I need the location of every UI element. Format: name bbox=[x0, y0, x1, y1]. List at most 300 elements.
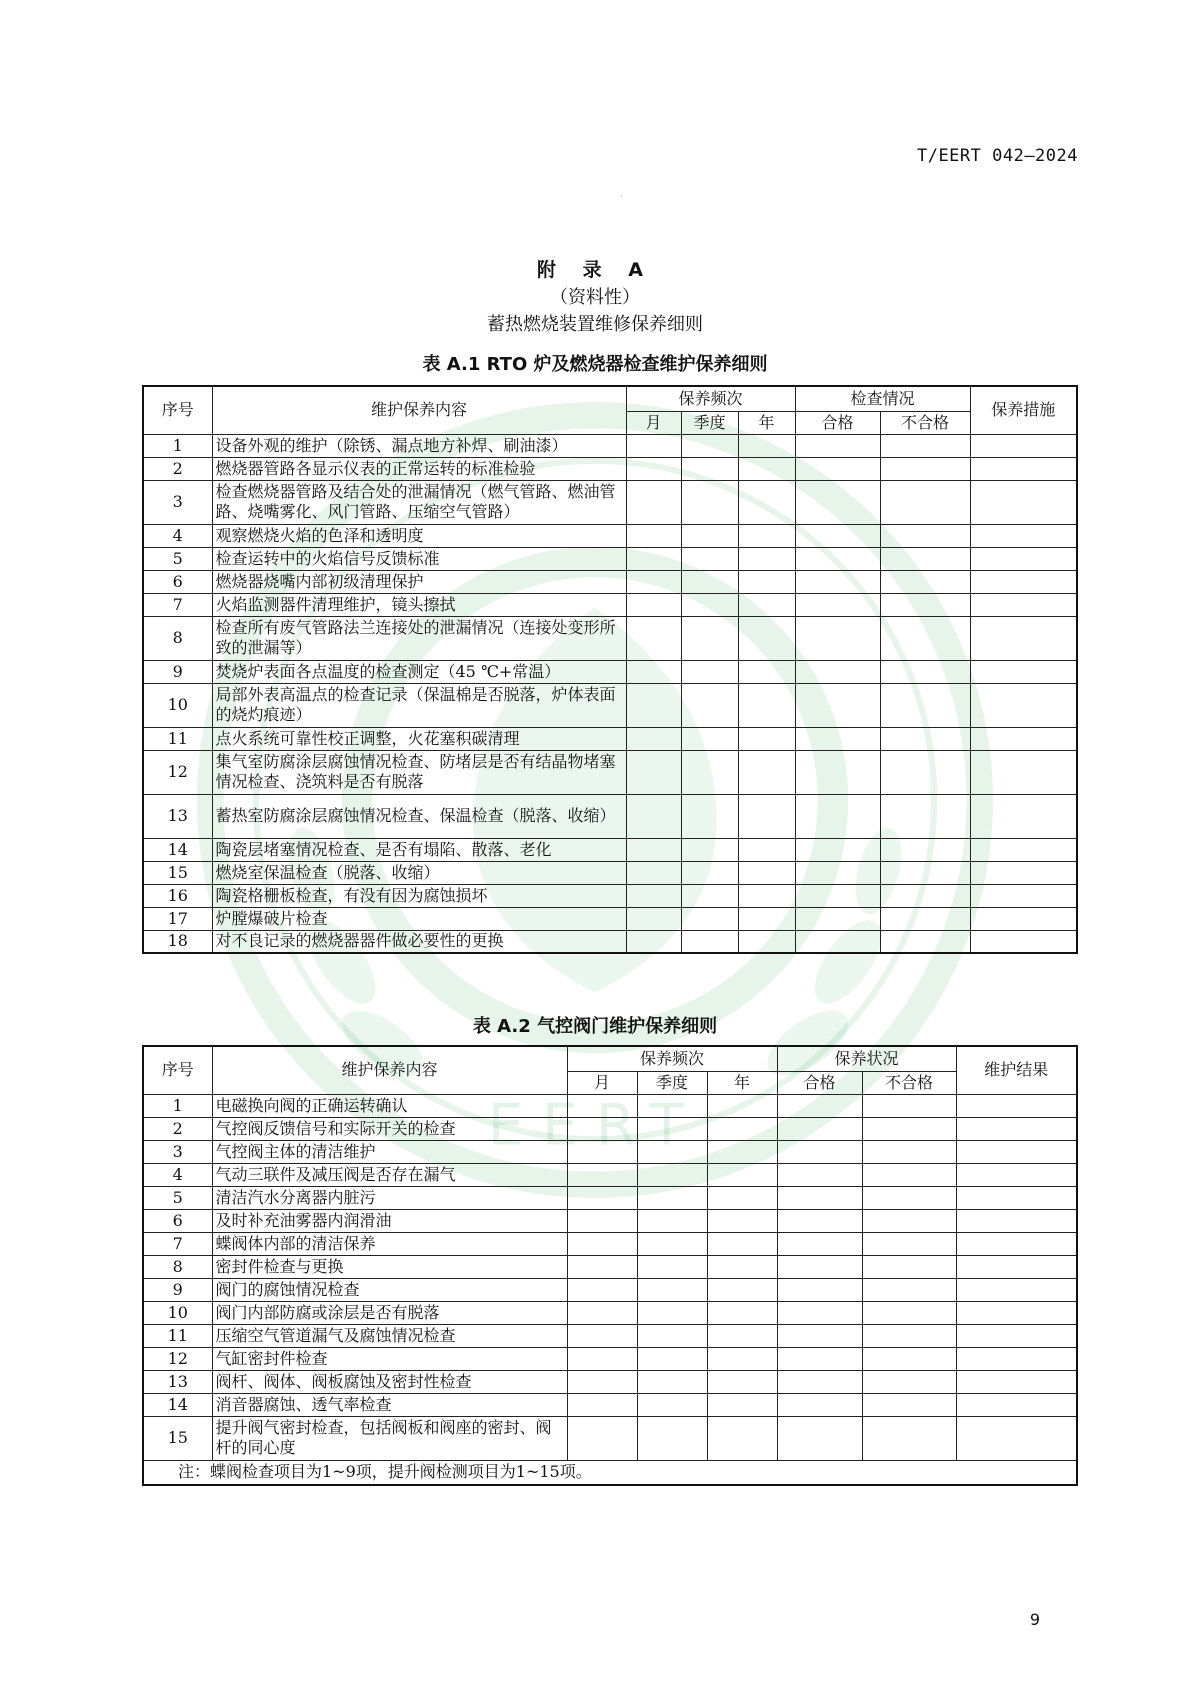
empty-cell bbox=[681, 616, 738, 660]
empty-cell bbox=[738, 524, 795, 547]
table-row bbox=[143, 1255, 1077, 1278]
empty-cell bbox=[637, 1117, 707, 1140]
empty-cell bbox=[637, 1186, 707, 1209]
row-seq: 12 bbox=[143, 750, 212, 794]
empty-cell bbox=[707, 1117, 777, 1140]
row-content: 炉膛爆破片检查 bbox=[212, 907, 626, 930]
table-row bbox=[143, 838, 1077, 861]
empty-cell bbox=[795, 794, 880, 838]
empty-cell bbox=[738, 907, 795, 930]
empty-cell bbox=[681, 683, 738, 727]
col-frequency: 保养频次 bbox=[567, 1046, 777, 1071]
empty-cell bbox=[880, 794, 970, 838]
empty-cell bbox=[795, 480, 880, 524]
table-row bbox=[143, 1416, 1077, 1460]
empty-cell bbox=[567, 1370, 637, 1393]
empty-cell bbox=[637, 1324, 707, 1347]
empty-cell bbox=[637, 1255, 707, 1278]
row-content: 燃烧器烧嘴内部初级清理保护 bbox=[212, 570, 626, 593]
empty-cell bbox=[681, 434, 738, 457]
empty-cell bbox=[637, 1163, 707, 1186]
empty-cell bbox=[707, 1255, 777, 1278]
row-seq: 5 bbox=[143, 547, 212, 570]
empty-cell bbox=[738, 930, 795, 953]
empty-cell bbox=[795, 570, 880, 593]
row-seq: 1 bbox=[143, 1094, 212, 1117]
empty-cell bbox=[681, 660, 738, 683]
row-content: 消音器腐蚀、透气率检查 bbox=[212, 1393, 567, 1416]
empty-cell bbox=[970, 727, 1077, 750]
empty-cell bbox=[626, 480, 681, 524]
table-row bbox=[143, 547, 1077, 570]
empty-cell bbox=[567, 1163, 637, 1186]
empty-cell bbox=[777, 1163, 862, 1186]
empty-cell bbox=[880, 434, 970, 457]
row-seq: 10 bbox=[143, 683, 212, 727]
row-content: 阀门的腐蚀情况检查 bbox=[212, 1278, 567, 1301]
empty-cell bbox=[637, 1347, 707, 1370]
row-seq: 11 bbox=[143, 727, 212, 750]
empty-cell bbox=[681, 838, 738, 861]
empty-cell bbox=[637, 1209, 707, 1232]
row-content: 电磁换向阀的正确运转确认 bbox=[212, 1094, 567, 1117]
empty-cell bbox=[707, 1324, 777, 1347]
empty-cell bbox=[681, 861, 738, 884]
empty-cell bbox=[956, 1094, 1077, 1117]
empty-cell bbox=[707, 1140, 777, 1163]
row-content: 燃烧器管路各显示仪表的正常运转的标准检验 bbox=[212, 457, 626, 480]
appendix-title: 附 录 A bbox=[537, 259, 653, 281]
row-seq: 6 bbox=[143, 1209, 212, 1232]
watermark-text: EERT bbox=[487, 1092, 703, 1159]
row-content: 陶瓷格栅板检查，有没有因为腐蚀损坏 bbox=[212, 884, 626, 907]
empty-cell bbox=[777, 1094, 862, 1117]
row-content: 阀杆、阀体、阀板腐蚀及密封性检查 bbox=[212, 1370, 567, 1393]
empty-cell bbox=[707, 1163, 777, 1186]
row-content: 燃烧室保温检查（脱落、收缩） bbox=[212, 861, 626, 884]
table-row bbox=[143, 434, 1077, 457]
empty-cell bbox=[637, 1094, 707, 1117]
col-month: 月 bbox=[626, 411, 681, 434]
empty-cell bbox=[880, 570, 970, 593]
col-seq: 序号 bbox=[143, 1046, 212, 1094]
empty-cell bbox=[681, 480, 738, 524]
row-content: 气控阀反馈信号和实际开关的检查 bbox=[212, 1117, 567, 1140]
empty-cell bbox=[795, 838, 880, 861]
empty-cell bbox=[970, 457, 1077, 480]
empty-cell bbox=[862, 1324, 956, 1347]
col-pass: 合格 bbox=[777, 1071, 862, 1094]
table-row bbox=[143, 930, 1077, 953]
empty-cell bbox=[777, 1301, 862, 1324]
col-content: 维护保养内容 bbox=[212, 1046, 567, 1094]
empty-cell bbox=[862, 1347, 956, 1370]
empty-cell bbox=[862, 1209, 956, 1232]
col-pass: 合格 bbox=[795, 411, 880, 434]
empty-cell bbox=[970, 547, 1077, 570]
empty-cell bbox=[567, 1416, 637, 1460]
empty-cell bbox=[956, 1140, 1077, 1163]
row-seq: 3 bbox=[143, 1140, 212, 1163]
empty-cell bbox=[862, 1186, 956, 1209]
row-seq: 11 bbox=[143, 1324, 212, 1347]
empty-cell bbox=[637, 1232, 707, 1255]
empty-cell bbox=[567, 1278, 637, 1301]
empty-cell bbox=[956, 1209, 1077, 1232]
empty-cell bbox=[956, 1278, 1077, 1301]
empty-cell bbox=[707, 1301, 777, 1324]
empty-cell bbox=[626, 570, 681, 593]
empty-cell bbox=[681, 930, 738, 953]
empty-cell bbox=[956, 1163, 1077, 1186]
row-seq: 9 bbox=[143, 1278, 212, 1301]
row-seq: 17 bbox=[143, 907, 212, 930]
row-content: 检查运转中的火焰信号反馈标准 bbox=[212, 547, 626, 570]
row-seq: 3 bbox=[143, 480, 212, 524]
row-content: 局部外表高温点的检查记录（保温棉是否脱落，炉体表面的烧灼痕迹） bbox=[212, 683, 626, 727]
col-month: 月 bbox=[567, 1071, 637, 1094]
appendix-name: 蓄热燃烧装置维修保养细则 bbox=[487, 314, 703, 335]
empty-cell bbox=[707, 1186, 777, 1209]
empty-cell bbox=[880, 457, 970, 480]
empty-cell bbox=[956, 1393, 1077, 1416]
empty-cell bbox=[626, 593, 681, 616]
empty-cell bbox=[681, 457, 738, 480]
row-content: 压缩空气管道漏气及腐蚀情况检查 bbox=[212, 1324, 567, 1347]
empty-cell bbox=[970, 616, 1077, 660]
empty-cell bbox=[637, 1370, 707, 1393]
appendix-nature: （资料性） bbox=[550, 287, 640, 308]
empty-cell bbox=[626, 861, 681, 884]
empty-cell bbox=[681, 570, 738, 593]
empty-cell bbox=[681, 794, 738, 838]
table-row bbox=[143, 1140, 1077, 1163]
empty-cell bbox=[681, 884, 738, 907]
col-status: 保养状况 bbox=[777, 1046, 956, 1071]
empty-cell bbox=[707, 1393, 777, 1416]
empty-cell bbox=[970, 884, 1077, 907]
empty-cell bbox=[777, 1278, 862, 1301]
row-seq: 15 bbox=[143, 861, 212, 884]
empty-cell bbox=[956, 1117, 1077, 1140]
empty-cell bbox=[738, 794, 795, 838]
empty-cell bbox=[626, 524, 681, 547]
table-row bbox=[143, 727, 1077, 750]
empty-cell bbox=[626, 794, 681, 838]
table-row bbox=[143, 1117, 1077, 1140]
row-seq: 15 bbox=[143, 1416, 212, 1460]
empty-cell bbox=[681, 593, 738, 616]
row-content: 密封件检查与更换 bbox=[212, 1255, 567, 1278]
empty-cell bbox=[777, 1347, 862, 1370]
table-row bbox=[143, 1393, 1077, 1416]
empty-cell bbox=[862, 1163, 956, 1186]
empty-cell bbox=[738, 547, 795, 570]
row-seq: 9 bbox=[143, 660, 212, 683]
empty-cell bbox=[795, 524, 880, 547]
empty-cell bbox=[777, 1370, 862, 1393]
col-year: 年 bbox=[707, 1071, 777, 1094]
row-seq: 5 bbox=[143, 1186, 212, 1209]
table2-valve-maintenance bbox=[142, 1045, 1078, 1486]
empty-cell bbox=[956, 1416, 1077, 1460]
row-seq: 10 bbox=[143, 1301, 212, 1324]
empty-cell bbox=[795, 457, 880, 480]
row-content: 蝶阀体内部的清洁保养 bbox=[212, 1232, 567, 1255]
empty-cell bbox=[738, 683, 795, 727]
empty-cell bbox=[626, 434, 681, 457]
table-row bbox=[143, 750, 1077, 794]
empty-cell bbox=[738, 750, 795, 794]
empty-cell bbox=[795, 660, 880, 683]
empty-cell bbox=[956, 1347, 1077, 1370]
row-seq: 8 bbox=[143, 616, 212, 660]
empty-cell bbox=[637, 1301, 707, 1324]
row-content: 及时补充油雾器内润滑油 bbox=[212, 1209, 567, 1232]
empty-cell bbox=[862, 1140, 956, 1163]
empty-cell bbox=[795, 884, 880, 907]
empty-cell bbox=[738, 457, 795, 480]
empty-cell bbox=[880, 683, 970, 727]
empty-cell bbox=[880, 750, 970, 794]
empty-cell bbox=[738, 434, 795, 457]
empty-cell bbox=[681, 727, 738, 750]
empty-cell bbox=[795, 727, 880, 750]
empty-cell bbox=[567, 1186, 637, 1209]
empty-cell bbox=[777, 1209, 862, 1232]
empty-cell bbox=[626, 457, 681, 480]
col-quarter: 季度 bbox=[637, 1071, 707, 1094]
empty-cell bbox=[738, 570, 795, 593]
empty-cell bbox=[626, 683, 681, 727]
empty-cell bbox=[970, 570, 1077, 593]
row-content: 提升阀气密封检查，包括阀板和阀座的密封、阀杆的同心度 bbox=[212, 1416, 567, 1460]
empty-cell bbox=[970, 480, 1077, 524]
table-row bbox=[143, 683, 1077, 727]
row-seq: 1 bbox=[143, 434, 212, 457]
empty-cell bbox=[880, 480, 970, 524]
col-content: 维护保养内容 bbox=[212, 386, 626, 434]
empty-cell bbox=[795, 930, 880, 953]
table-row bbox=[143, 660, 1077, 683]
empty-cell bbox=[626, 750, 681, 794]
col-check: 检查情况 bbox=[795, 386, 970, 411]
col-year: 年 bbox=[738, 411, 795, 434]
empty-cell bbox=[970, 683, 1077, 727]
empty-cell bbox=[956, 1232, 1077, 1255]
empty-cell bbox=[681, 907, 738, 930]
row-content: 焚烧炉表面各点温度的检查测定（45 ℃+常温） bbox=[212, 660, 626, 683]
col-frequency: 保养频次 bbox=[626, 386, 795, 411]
empty-cell bbox=[880, 907, 970, 930]
table-row bbox=[143, 1163, 1077, 1186]
empty-cell bbox=[970, 434, 1077, 457]
empty-cell bbox=[738, 838, 795, 861]
row-content: 集气室防腐涂层腐蚀情况检查、防堵层是否有结晶物堵塞情况检查、浇筑料是否有脱落 bbox=[212, 750, 626, 794]
col-seq: 序号 bbox=[143, 386, 212, 434]
empty-cell bbox=[862, 1094, 956, 1117]
empty-cell bbox=[795, 593, 880, 616]
empty-cell bbox=[567, 1209, 637, 1232]
empty-cell bbox=[970, 750, 1077, 794]
row-seq: 8 bbox=[143, 1255, 212, 1278]
empty-cell bbox=[880, 727, 970, 750]
empty-cell bbox=[567, 1140, 637, 1163]
empty-cell bbox=[970, 593, 1077, 616]
empty-cell bbox=[738, 727, 795, 750]
empty-cell bbox=[637, 1140, 707, 1163]
table-row bbox=[143, 1232, 1077, 1255]
empty-cell bbox=[956, 1370, 1077, 1393]
empty-cell bbox=[626, 930, 681, 953]
table-row bbox=[143, 1186, 1077, 1209]
empty-cell bbox=[707, 1094, 777, 1117]
empty-cell bbox=[626, 547, 681, 570]
table1-rto-maintenance bbox=[142, 385, 1078, 954]
empty-cell bbox=[567, 1232, 637, 1255]
table-row bbox=[143, 861, 1077, 884]
empty-cell bbox=[567, 1301, 637, 1324]
row-seq: 13 bbox=[143, 794, 212, 838]
empty-cell bbox=[880, 930, 970, 953]
empty-cell bbox=[626, 660, 681, 683]
row-seq: 18 bbox=[143, 930, 212, 953]
table2-note: 注：蝶阀检查项目为1~9项，提升阀检测项目为1~15项。 bbox=[143, 1460, 1077, 1485]
empty-cell bbox=[626, 884, 681, 907]
empty-cell bbox=[738, 616, 795, 660]
row-content: 气动三联件及减压阀是否存在漏气 bbox=[212, 1163, 567, 1186]
table-row bbox=[143, 1347, 1077, 1370]
empty-cell bbox=[777, 1324, 862, 1347]
empty-cell bbox=[777, 1393, 862, 1416]
table1-caption: 表 A.1 RTO 炉及燃烧器检查维护保养细则 bbox=[422, 354, 768, 375]
empty-cell bbox=[862, 1301, 956, 1324]
row-content: 火焰监测器件清理维护，镜头擦拭 bbox=[212, 593, 626, 616]
row-content: 蓄热室防腐涂层腐蚀情况检查、保温检查（脱落、收缩） bbox=[212, 794, 626, 838]
empty-cell bbox=[777, 1416, 862, 1460]
row-content: 点火系统可靠性校正调整，火花塞积碳清理 bbox=[212, 727, 626, 750]
empty-cell bbox=[567, 1094, 637, 1117]
table-row bbox=[143, 457, 1077, 480]
row-seq: 4 bbox=[143, 1163, 212, 1186]
row-content: 对不良记录的燃烧器器件做必要性的更换 bbox=[212, 930, 626, 953]
row-content: 气缸密封件检查 bbox=[212, 1347, 567, 1370]
scan-speck: · bbox=[620, 192, 624, 203]
empty-cell bbox=[795, 547, 880, 570]
row-content: 观察燃烧火焰的色泽和透明度 bbox=[212, 524, 626, 547]
empty-cell bbox=[707, 1370, 777, 1393]
empty-cell bbox=[795, 750, 880, 794]
table-row bbox=[143, 794, 1077, 838]
empty-cell bbox=[681, 524, 738, 547]
table-row bbox=[143, 907, 1077, 930]
empty-cell bbox=[880, 861, 970, 884]
row-content: 设备外观的维护（除锈、漏点地方补焊、刷油漆） bbox=[212, 434, 626, 457]
row-seq: 4 bbox=[143, 524, 212, 547]
empty-cell bbox=[795, 434, 880, 457]
row-seq: 14 bbox=[143, 838, 212, 861]
empty-cell bbox=[626, 727, 681, 750]
empty-cell bbox=[795, 683, 880, 727]
empty-cell bbox=[862, 1278, 956, 1301]
table-row bbox=[143, 570, 1077, 593]
empty-cell bbox=[738, 861, 795, 884]
empty-cell bbox=[880, 660, 970, 683]
empty-cell bbox=[707, 1278, 777, 1301]
empty-cell bbox=[777, 1232, 862, 1255]
row-seq: 6 bbox=[143, 570, 212, 593]
empty-cell bbox=[956, 1186, 1077, 1209]
empty-cell bbox=[707, 1347, 777, 1370]
row-seq: 13 bbox=[143, 1370, 212, 1393]
empty-cell bbox=[738, 593, 795, 616]
empty-cell bbox=[738, 660, 795, 683]
col-fail: 不合格 bbox=[880, 411, 970, 434]
empty-cell bbox=[777, 1140, 862, 1163]
empty-cell bbox=[707, 1209, 777, 1232]
col-measures: 保养措施 bbox=[970, 386, 1077, 434]
empty-cell bbox=[956, 1324, 1077, 1347]
empty-cell bbox=[795, 907, 880, 930]
table-row bbox=[143, 480, 1077, 524]
empty-cell bbox=[567, 1347, 637, 1370]
empty-cell bbox=[567, 1255, 637, 1278]
table-row bbox=[143, 593, 1077, 616]
empty-cell bbox=[626, 616, 681, 660]
empty-cell bbox=[567, 1117, 637, 1140]
table2-caption: 表 A.2 气控阀门维护保养细则 bbox=[472, 1016, 718, 1037]
empty-cell bbox=[862, 1393, 956, 1416]
table-row bbox=[143, 616, 1077, 660]
row-seq: 16 bbox=[143, 884, 212, 907]
empty-cell bbox=[880, 547, 970, 570]
row-content: 阀门内部防腐或涂层是否有脱落 bbox=[212, 1301, 567, 1324]
empty-cell bbox=[956, 1255, 1077, 1278]
table-row bbox=[143, 1370, 1077, 1393]
empty-cell bbox=[777, 1186, 862, 1209]
empty-cell bbox=[880, 884, 970, 907]
empty-cell bbox=[970, 907, 1077, 930]
empty-cell bbox=[880, 593, 970, 616]
row-seq: 7 bbox=[143, 1232, 212, 1255]
table2-body bbox=[143, 1094, 1077, 1460]
table-row bbox=[143, 524, 1077, 547]
table-row bbox=[143, 1209, 1077, 1232]
row-seq: 7 bbox=[143, 593, 212, 616]
empty-cell bbox=[637, 1278, 707, 1301]
row-seq: 12 bbox=[143, 1347, 212, 1370]
table-row bbox=[143, 884, 1077, 907]
col-result: 维护结果 bbox=[956, 1046, 1077, 1094]
row-content: 陶瓷层堵塞情况检查、是否有塌陷、散落、老化 bbox=[212, 838, 626, 861]
col-fail: 不合格 bbox=[862, 1071, 956, 1094]
empty-cell bbox=[956, 1301, 1077, 1324]
table1-body bbox=[143, 434, 1077, 953]
table-row bbox=[143, 1301, 1077, 1324]
table-row bbox=[143, 1094, 1077, 1117]
empty-cell bbox=[970, 660, 1077, 683]
empty-cell bbox=[970, 861, 1077, 884]
row-seq: 14 bbox=[143, 1393, 212, 1416]
empty-cell bbox=[626, 838, 681, 861]
empty-cell bbox=[862, 1370, 956, 1393]
empty-cell bbox=[862, 1255, 956, 1278]
row-seq: 2 bbox=[143, 457, 212, 480]
empty-cell bbox=[777, 1117, 862, 1140]
empty-cell bbox=[880, 616, 970, 660]
row-content: 清洁汽水分离器内脏污 bbox=[212, 1186, 567, 1209]
row-content: 检查所有废气管路法兰连接处的泄漏情况（连接处变形所致的泄漏等） bbox=[212, 616, 626, 660]
